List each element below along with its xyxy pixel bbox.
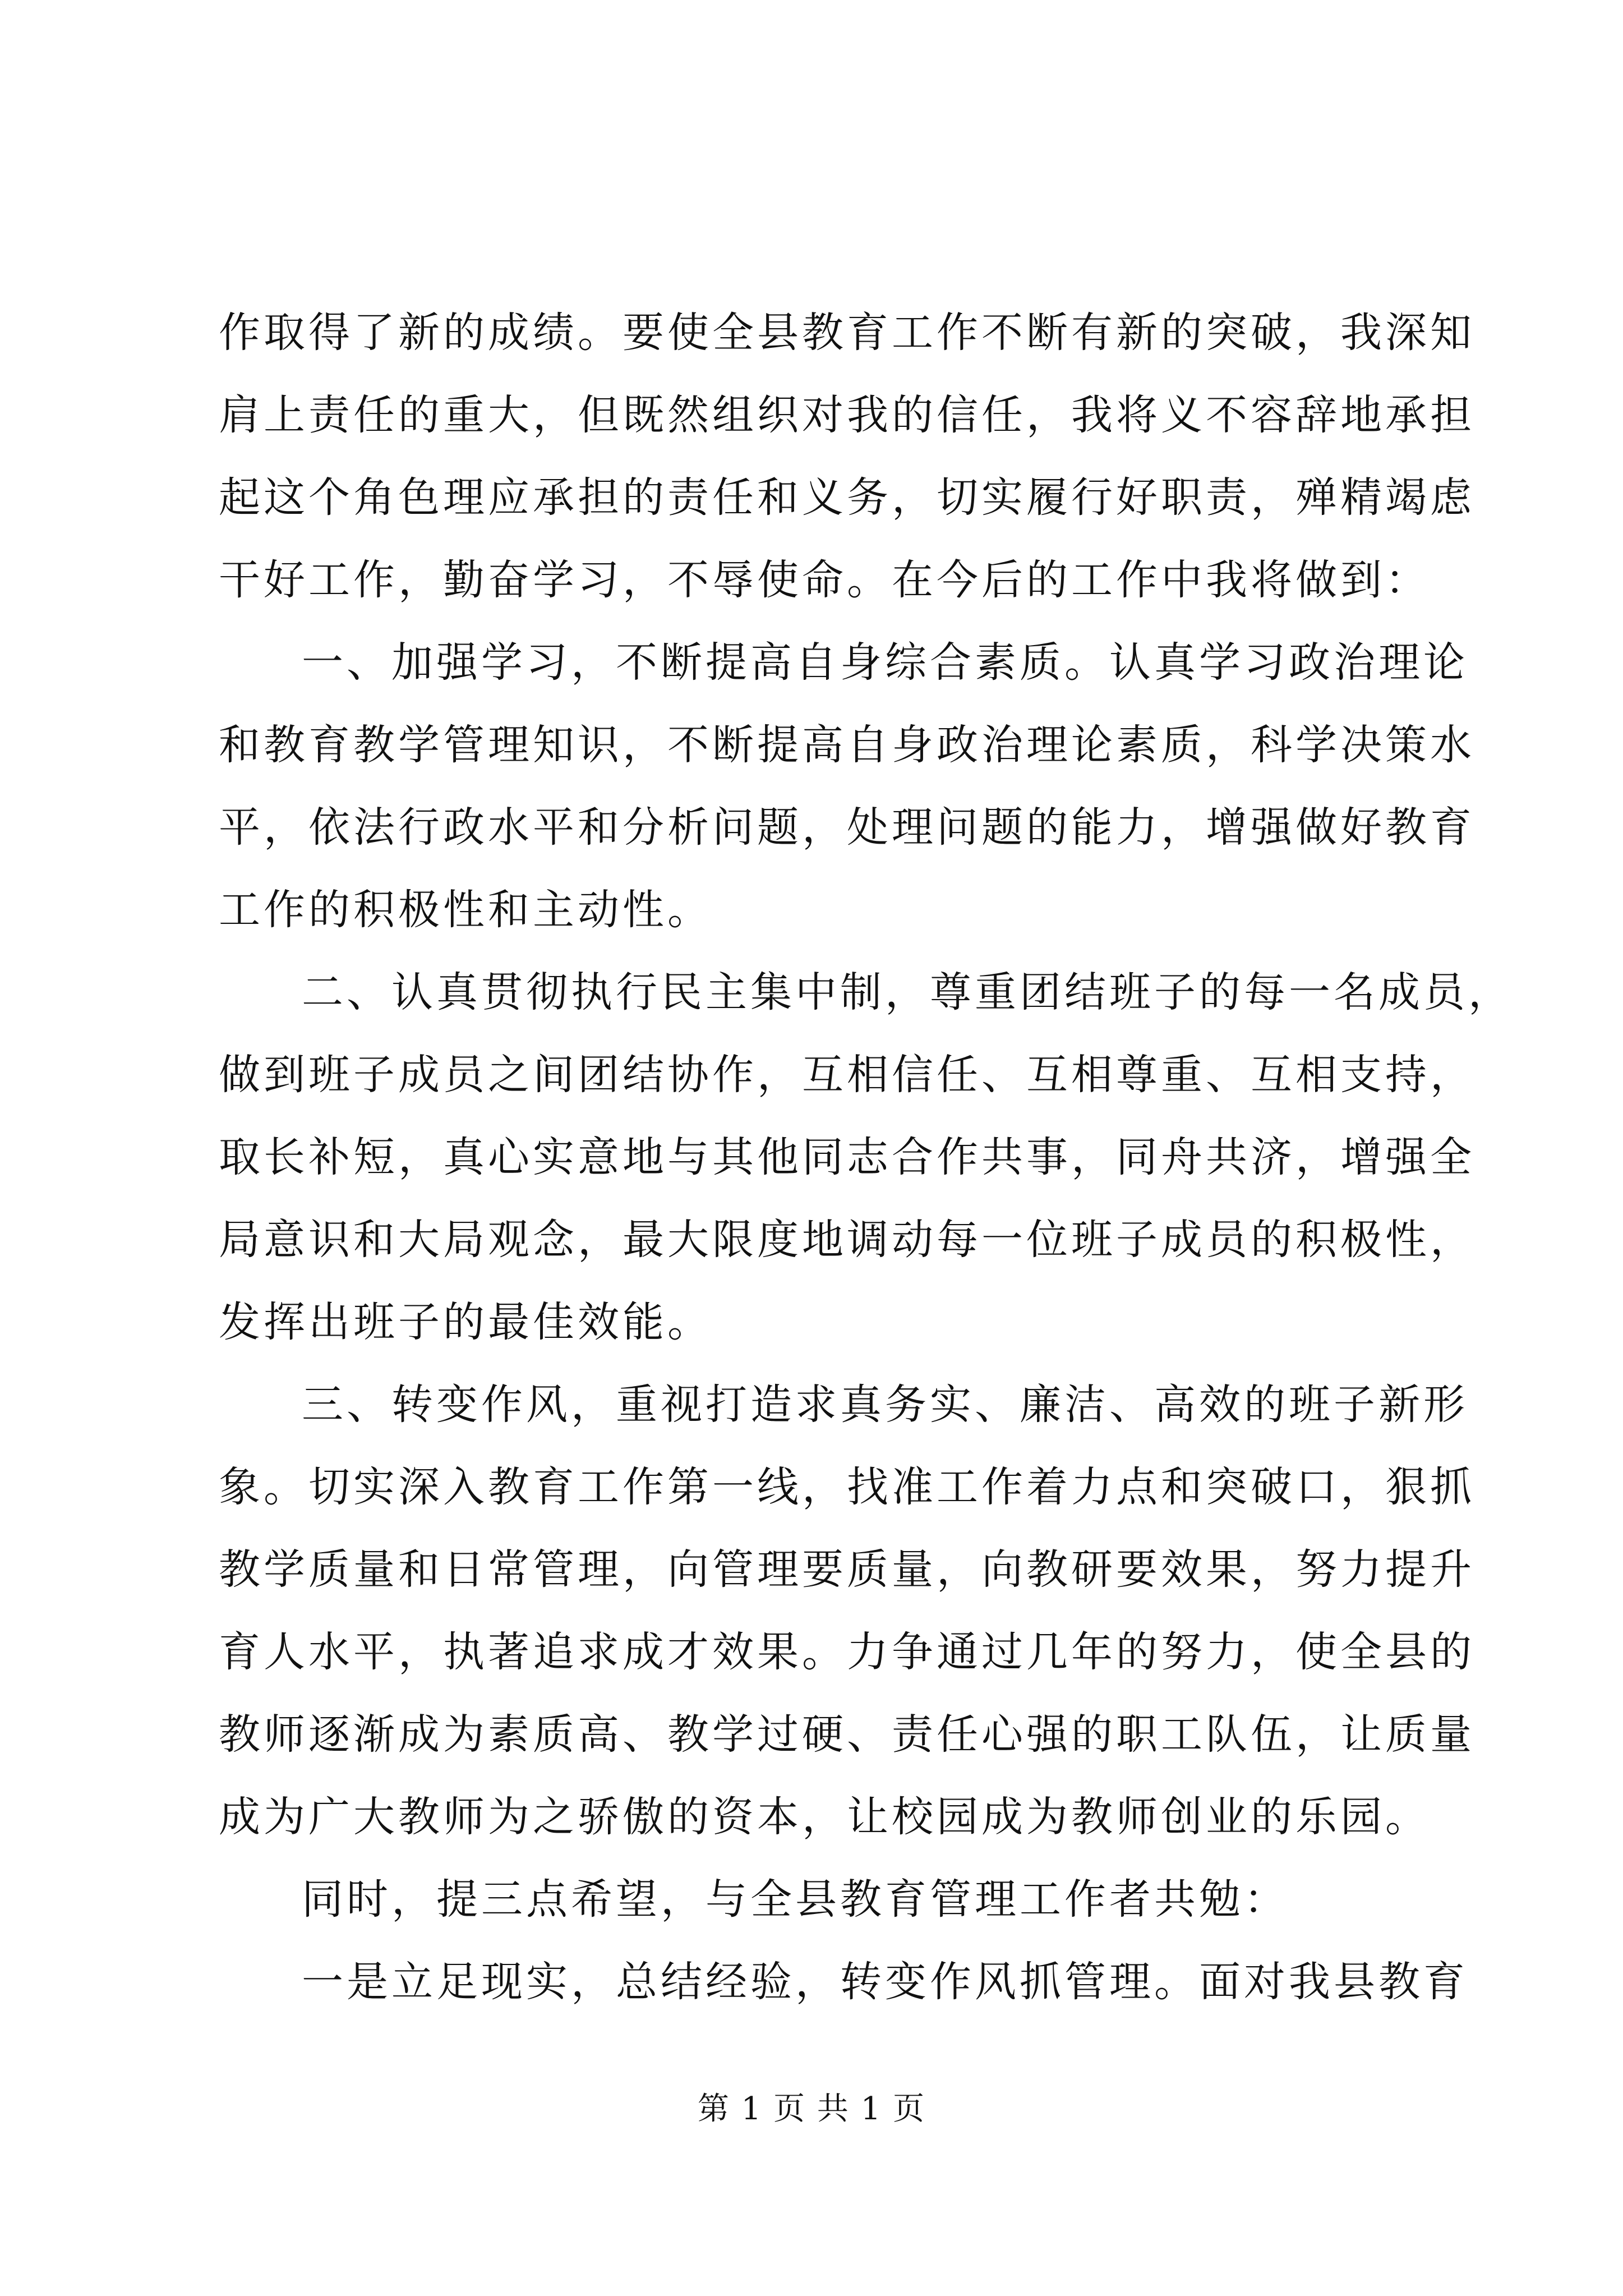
document-body	[219, 292, 1513, 2023]
text-line: 作取得了新的成绩。要使全县教育工作不断有新的突破，我深知	[219, 309, 1475, 357]
page-footer: 第 1 页 共 1 页	[697, 2091, 926, 2127]
text-line: 肩上责任的重大，但既然组织对我的信任，我将义不容辞地承担	[219, 391, 1475, 439]
text-line: 和教育教学管理知识，不断提高自身政治理论素质，科学决策水	[219, 721, 1475, 769]
paragraph-start-line: 同时，提三点希望，与全县教育管理工作者共勉：	[302, 1875, 1289, 1924]
text-line: 象。切实深入教育工作第一线，找准工作着力点和突破口，狠抓	[219, 1463, 1475, 1511]
text-line: 教学质量和日常管理，向管理要质量，向教研要效果，努力提升	[219, 1545, 1475, 1594]
text-line: 育人水平，执著追求成才效果。力争通过几年的努力，使全县的	[219, 1628, 1475, 1676]
text-line: 发挥出班子的最佳效能。	[219, 1298, 712, 1346]
text-line: 起这个角色理应承担的责任和义务，切实履行好职责，殚精竭虑	[219, 473, 1475, 522]
paragraph-start-line: 一是立足现实，总结经验，转变作风抓管理。面对我县教育	[302, 1958, 1468, 2006]
paragraph-start-line: 三、转变作风，重视打造求真务实、廉洁、高效的班子新形	[302, 1381, 1468, 1429]
text-line: 平，依法行政水平和分析问题，处理问题的能力，增强做好教育	[219, 803, 1475, 852]
text-line: 工作的积极性和主动性。	[219, 886, 712, 934]
paragraph-start-line: 一、加强学习，不断提高自身综合素质。认真学习政治理论	[302, 638, 1468, 687]
paragraph-start-line: 二、认真贯彻执行民主集中制，尊重团结班子的每一名成员，	[302, 968, 1513, 1016]
text-line: 教师逐渐成为素质高、教学过硬、责任心强的职工队伍，让质量	[219, 1710, 1475, 1759]
text-line: 取长补短，真心实意地与其他同志合作共事，同舟共济，增强全	[219, 1133, 1475, 1181]
text-line: 成为广大教师为之骄傲的资本，让校园成为教师创业的乐园。	[219, 1793, 1430, 1841]
text-line: 局意识和大局观念，最大限度地调动每一位班子成员的积极性，	[219, 1216, 1475, 1264]
text-line: 干好工作，勤奋学习，不辱使命。在今后的工作中我将做到：	[219, 556, 1430, 604]
text-line: 做到班子成员之间团结协作，互相信任、互相尊重、互相支持，	[219, 1051, 1475, 1099]
